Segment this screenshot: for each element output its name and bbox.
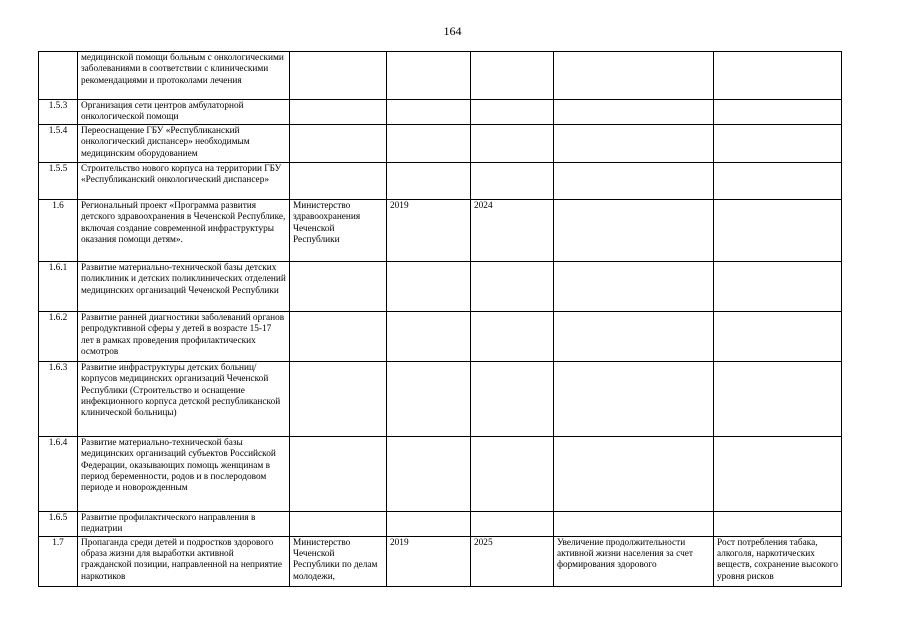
cell-measure-name: Развитие ранней диагностики заболеваний органов репродуктивной сферы у детей в возрасте 15-17 лет в рамках проведения профилактических осмотров (78, 311, 290, 361)
cell-start-year: 2019 (387, 536, 471, 586)
cell-expected-result (554, 511, 714, 536)
cell-start-year (387, 162, 471, 199)
cell-number: 1.6 (39, 199, 78, 261)
cell-risk (714, 162, 842, 199)
cell-expected-result (554, 52, 714, 100)
cell-risk (714, 100, 842, 125)
cell-end-year: 2025 (471, 536, 554, 586)
table-row (39, 361, 842, 436)
cell-risk (714, 436, 842, 511)
cell-expected-result (554, 162, 714, 199)
table-row (39, 261, 842, 311)
cell-expected-result: Увеличение продолжительности активной жизни населения за счет формирования здорового (554, 536, 714, 586)
table-row (39, 52, 842, 100)
measures-table (38, 51, 842, 587)
table-row (39, 199, 842, 261)
cell-executor: Министерство здравоохранения Чеченской Республики (290, 199, 387, 261)
table-row (39, 100, 842, 125)
table-row (39, 311, 842, 361)
cell-executor (290, 511, 387, 536)
cell-measure-name: Строительство нового корпуса на территории ГБУ «Республиканский онкологический диспансер» (78, 162, 290, 199)
cell-end-year: 2024 (471, 199, 554, 261)
cell-start-year (387, 100, 471, 125)
cell-measure-name: медицинской помощи больным с онкологическими заболеваниями в соответствии с клиническими рекомендациями и протоколами лечения (78, 52, 290, 100)
cell-executor: Министерство Чеченской Республики по делам молодежи, (290, 536, 387, 586)
cell-executor (290, 162, 387, 199)
table-row (39, 162, 842, 199)
cell-number: 1.6.3 (39, 361, 78, 436)
cell-measure-name: Региональный проект «Программа развития детского здравоохранения в Чеченской Республике, включая создание современной инфраструктуры оказания помощи детям». (78, 199, 290, 261)
cell-executor (290, 311, 387, 361)
cell-risk: Рост потребления табака, алкоголя, наркотических веществ, сохранение высокого уровня рисков (714, 536, 842, 586)
cell-risk (714, 361, 842, 436)
cell-executor (290, 436, 387, 511)
cell-measure-name: Развитие материально-технической базы медицинских организаций субъектов Российской Федерации, оказывающих помощь женщинам в период беременности, родов и в послеродовом периоде и новорожденным (78, 436, 290, 511)
cell-end-year (471, 52, 554, 100)
cell-executor (290, 361, 387, 436)
cell-expected-result (554, 311, 714, 361)
cell-start-year (387, 124, 471, 162)
cell-measure-name: Организация сети центров амбулаторной онкологической помощи (78, 100, 290, 125)
cell-measure-name: Развитие материально-технической базы детских поликлиник и детских поликлинических отделений медицинских организаций Чеченской Республики (78, 261, 290, 311)
cell-number: 1.5.3 (39, 100, 78, 125)
cell-expected-result (554, 100, 714, 125)
cell-start-year (387, 52, 471, 100)
cell-expected-result (554, 436, 714, 511)
cell-end-year (471, 311, 554, 361)
cell-end-year (471, 361, 554, 436)
cell-start-year (387, 311, 471, 361)
table-row (39, 124, 842, 162)
cell-measure-name: Переоснащение ГБУ «Республиканский онкологический диспансер» необходимым медицинским оборудованием (78, 124, 290, 162)
cell-measure-name: Развитие профилактического направления в педиатрии (78, 511, 290, 536)
cell-executor (290, 100, 387, 125)
cell-end-year (471, 436, 554, 511)
cell-start-year: 2019 (387, 199, 471, 261)
cell-number: 1.6.2 (39, 311, 78, 361)
cell-number: 1.6.5 (39, 511, 78, 536)
cell-expected-result (554, 124, 714, 162)
cell-executor (290, 124, 387, 162)
cell-expected-result (554, 261, 714, 311)
cell-risk (714, 124, 842, 162)
cell-risk (714, 511, 842, 536)
cell-end-year (471, 261, 554, 311)
cell-measure-name: Развитие инфраструктуры детских больниц/корпусов медицинских организаций Чеченской Республики (Строительство и оснащение инфекционного корпуса детской республиканской клинической больницы) (78, 361, 290, 436)
table-row (39, 536, 842, 586)
cell-number (39, 52, 78, 100)
cell-number: 1.6.1 (39, 261, 78, 311)
cell-end-year (471, 124, 554, 162)
page-number: 164 (443, 24, 462, 38)
table-body (39, 52, 842, 587)
cell-end-year (471, 162, 554, 199)
cell-start-year (387, 511, 471, 536)
cell-end-year (471, 511, 554, 536)
cell-start-year (387, 361, 471, 436)
table-row (39, 511, 842, 536)
cell-risk (714, 311, 842, 361)
cell-measure-name: Пропаганда среди детей и подростков здорового образа жизни для выработки активной гражданской позиции, направленной на неприятие наркотиков (78, 536, 290, 586)
cell-expected-result (554, 199, 714, 261)
cell-risk (714, 261, 842, 311)
cell-number: 1.6.4 (39, 436, 78, 511)
cell-executor (290, 52, 387, 100)
cell-start-year (387, 261, 471, 311)
cell-executor (290, 261, 387, 311)
cell-risk (714, 52, 842, 100)
cell-number: 1.5.4 (39, 124, 78, 162)
cell-number: 1.7 (39, 536, 78, 586)
cell-number: 1.5.5 (39, 162, 78, 199)
table-row (39, 436, 842, 511)
cell-start-year (387, 436, 471, 511)
cell-risk (714, 199, 842, 261)
cell-end-year (471, 100, 554, 125)
cell-expected-result (554, 361, 714, 436)
